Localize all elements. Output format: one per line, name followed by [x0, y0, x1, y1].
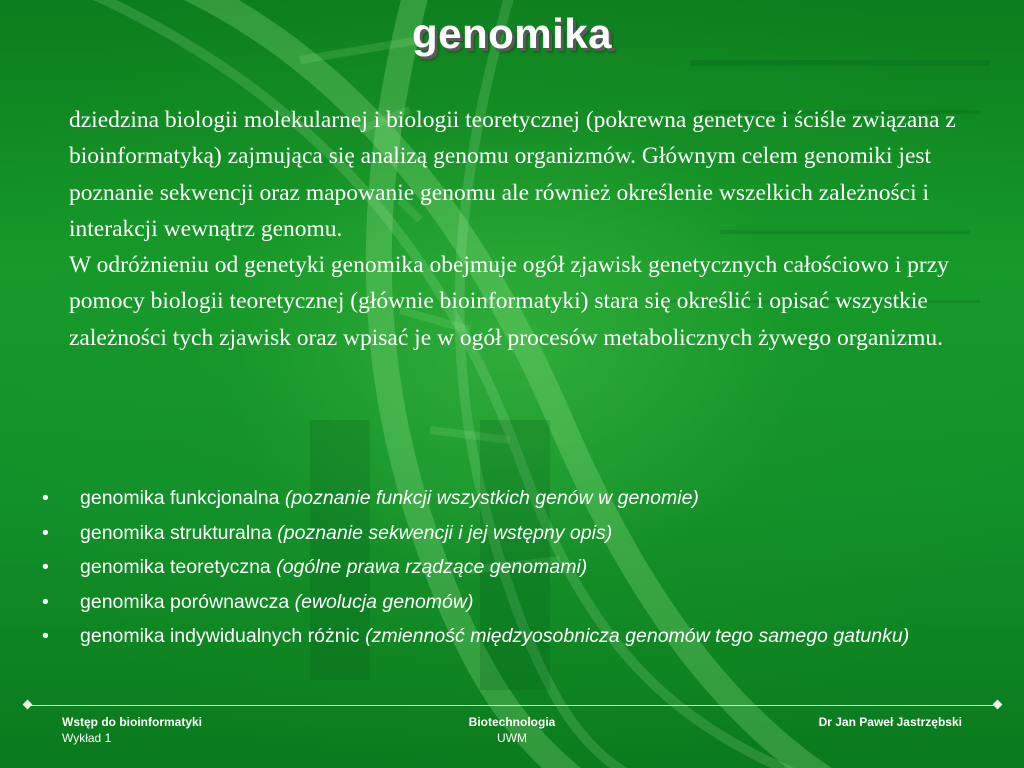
list-item	[40, 588, 980, 616]
footer-course-info	[62, 714, 202, 746]
footer-course-title: Wstęp do bioinformatyki	[62, 715, 203, 729]
list-item-description: (zmienność międzyosobnicza genomów tego samego gatunku)	[365, 625, 910, 647]
list-item-term: genomika indywidualnych różnic	[80, 625, 360, 647]
list-item	[40, 553, 980, 581]
footer-university: UWM	[497, 731, 527, 745]
list-item-description: (poznanie sekwencji i jej wstępny opis)	[277, 521, 613, 544]
bullet-icon: •	[42, 590, 49, 613]
definition-text	[69, 102, 969, 356]
list-item-term: genomika teoretyczna	[80, 556, 271, 578]
footer-author-name: Dr Jan Paweł Jastrzębski	[818, 715, 962, 729]
slide-title: genomika	[411, 10, 613, 57]
footer-program-name: Biotechnologia	[468, 715, 556, 729]
definition-paragraph: dziedzina biologii molekularnej i biologii teoretycznej (pokrewna genetyce i ściśle związana z bioinformatyką) zajmująca się analizą genomu organizmów. Głównym celem genomiki jest poznanie sekwencji oraz mapowanie genomu ale również określenie wszelkich zależności i interakcji wewnątrz genomu.	[69, 107, 956, 242]
footer-author	[700, 714, 962, 730]
comparison-paragraph: W odróżnieniu od genetyki genomika obejmuje ogół zjawisk genetycznych całościowo i przy pomocy biologii teoretycznej (głównie bioinformatyki) stara się określić i opisać wszystkie zależności tych zjawisk oraz wpisać je w ogół procesów metabolicznych żywego organizmu.	[69, 252, 949, 351]
bullet-icon: •	[42, 556, 49, 578]
bullet-icon: •	[42, 487, 49, 509]
list-item-term: genomika porównawcza	[80, 590, 290, 613]
bullet-icon: •	[42, 521, 49, 544]
list-item-description: (ewolucja genomów)	[294, 590, 474, 613]
list-item	[40, 519, 980, 547]
footer-lecture-number: Wykład 1	[62, 731, 112, 745]
footer-divider	[28, 705, 998, 706]
list-item-term: genomika strukturalna	[80, 521, 272, 544]
list-item	[40, 484, 980, 512]
genomics-types-list	[40, 484, 980, 657]
bullet-icon: •	[42, 625, 49, 647]
list-item-description: (ogólne prawa rządzące genomami)	[276, 556, 588, 578]
list-item	[40, 622, 980, 650]
footer-program-info	[412, 714, 612, 746]
list-item-description: (poznanie funkcji wszystkich genów w genomie)	[284, 487, 699, 509]
list-item-term: genomika funkcjonalna	[80, 487, 280, 509]
